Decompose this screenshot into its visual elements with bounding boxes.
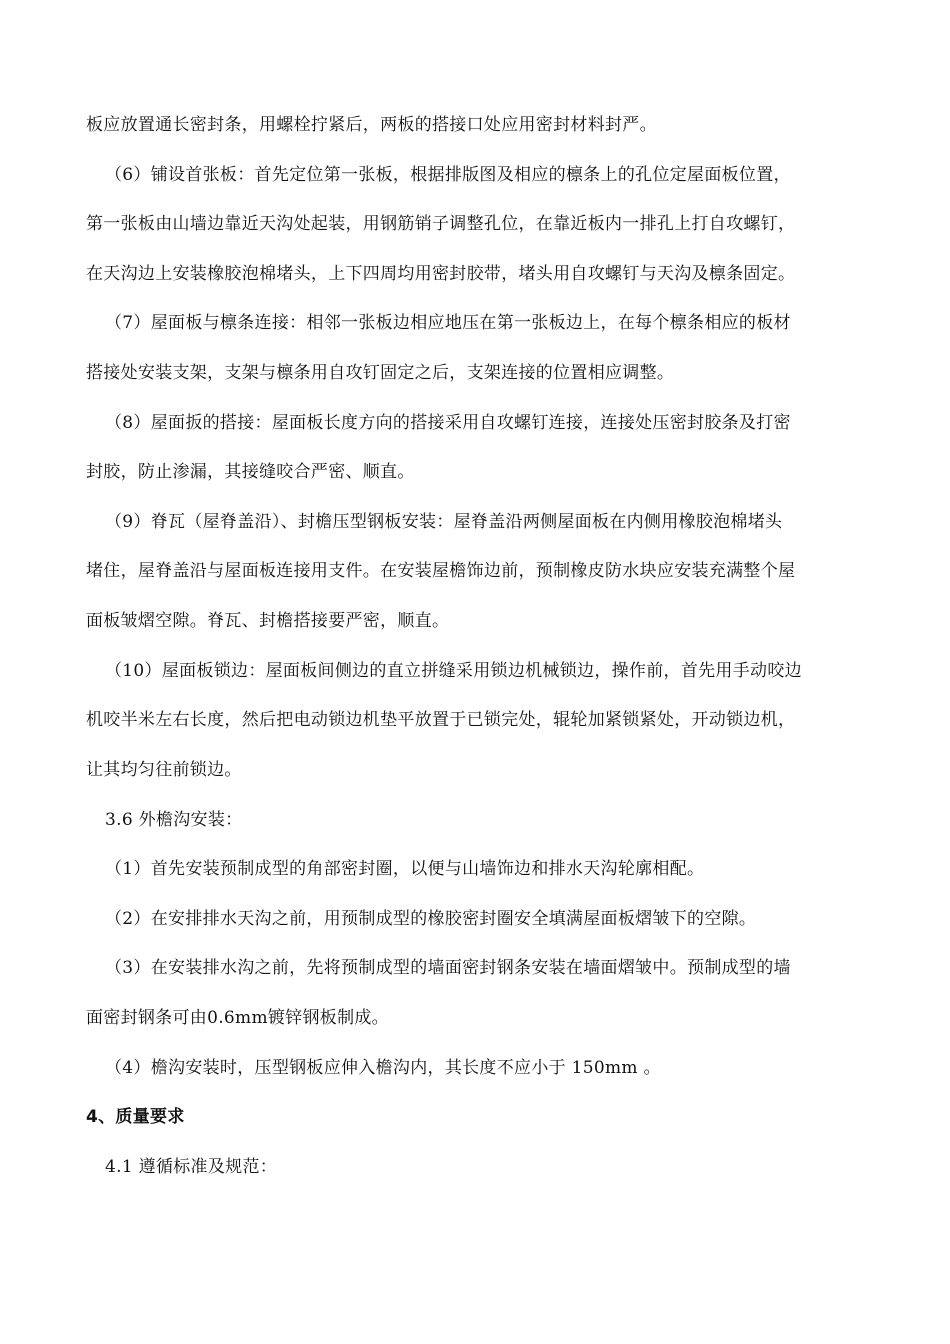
text-line: （7）屋面板与檩条连接：相邻一张板边相应地压在第一张板边上，在每个檩条相应的板材 xyxy=(105,313,791,333)
text-line: （3）在安装排水沟之前，先将预制成型的墙面密封钢条安装在墙面熠皱中。预制成型的墙 xyxy=(105,958,791,978)
text-line: （9）脊瓦（屋脊盖沿）、封檐压型钢板安装：屋脊盖沿两侧屋面板在内侧用橡胶泡棉堵头 xyxy=(105,512,783,532)
text-line: 第一张板由山墙边靠近天沟处起装，用钢筋销子调整孔位，在靠近板内一排孔上打自攻螺钉， xyxy=(86,214,796,234)
text-line: （6）铺设首张板：首先定位第一张板，根据排版图及相应的檩条上的孔位定屋面板位置， xyxy=(105,165,791,185)
text-line: 封胶，防止渗漏，其接缝咬合严密、顺直。 xyxy=(86,462,415,482)
section-title: 3.6 外檐沟安装： xyxy=(105,810,243,830)
text-line: 机咬半米左右长度，然后把电动锁边机垫平放置于已锁完处，辊轮加紧锁紧处，开动锁边机， xyxy=(86,710,796,730)
text-line: 面板皱熠空隙。脊瓦、封檐搭接要严密，顺直。 xyxy=(86,611,450,631)
text-line: 在天沟边上安装橡胶泡棉堵头，上下四周均用密封胶带，堵头用自攻螺钉与天沟及檩条固定。 xyxy=(86,264,796,284)
subsection-title: 4.1 遵循标准及规范： xyxy=(105,1157,278,1177)
text-line: 搭接处安装支架，支架与檩条用自攻钉固定之后，支架连接的位置相应调整。 xyxy=(86,363,675,383)
text-line: （8）屋面扳的搭接：屋面板长度方向的搭接采用自攻螺钉连接，连接处压密封胶条及打密 xyxy=(105,413,791,433)
text-line: 板应放置通长密封条，用螺栓拧紧后，两板的搭接口处应用密封材料封严。 xyxy=(86,115,657,135)
section-heading: 4、质量要求 xyxy=(86,1107,185,1127)
text-line: 让其均匀往前锁边。 xyxy=(86,760,242,780)
text-line: （2）在安排排水天沟之前，用预制成型的橡胶密封圈安全填满屋面板熠皱下的空隙。 xyxy=(105,909,757,929)
text-line: （4）檐沟安装时，压型钢板应伸入檐沟内，其长度不应小于 150mm 。 xyxy=(105,1058,661,1078)
text-line: （10）屋面板锁边：屋面板间侧边的直立拼缝采用锁边机械锁边，操作前，首先用手动咬边 xyxy=(105,661,802,681)
text-line: 堵住，屋脊盖沿与屋面板连接用支件。在安装屋檐饰边前，预制橡皮防水块应安装充满整个屋 xyxy=(86,561,796,581)
text-line: 面密封钢条可由0.6mm镀锌钢板制成。 xyxy=(86,1008,389,1028)
text-line: （1）首先安装预制成型的角部密封圈，以便与山墙饰边和排水天沟轮廓相配。 xyxy=(105,859,705,879)
